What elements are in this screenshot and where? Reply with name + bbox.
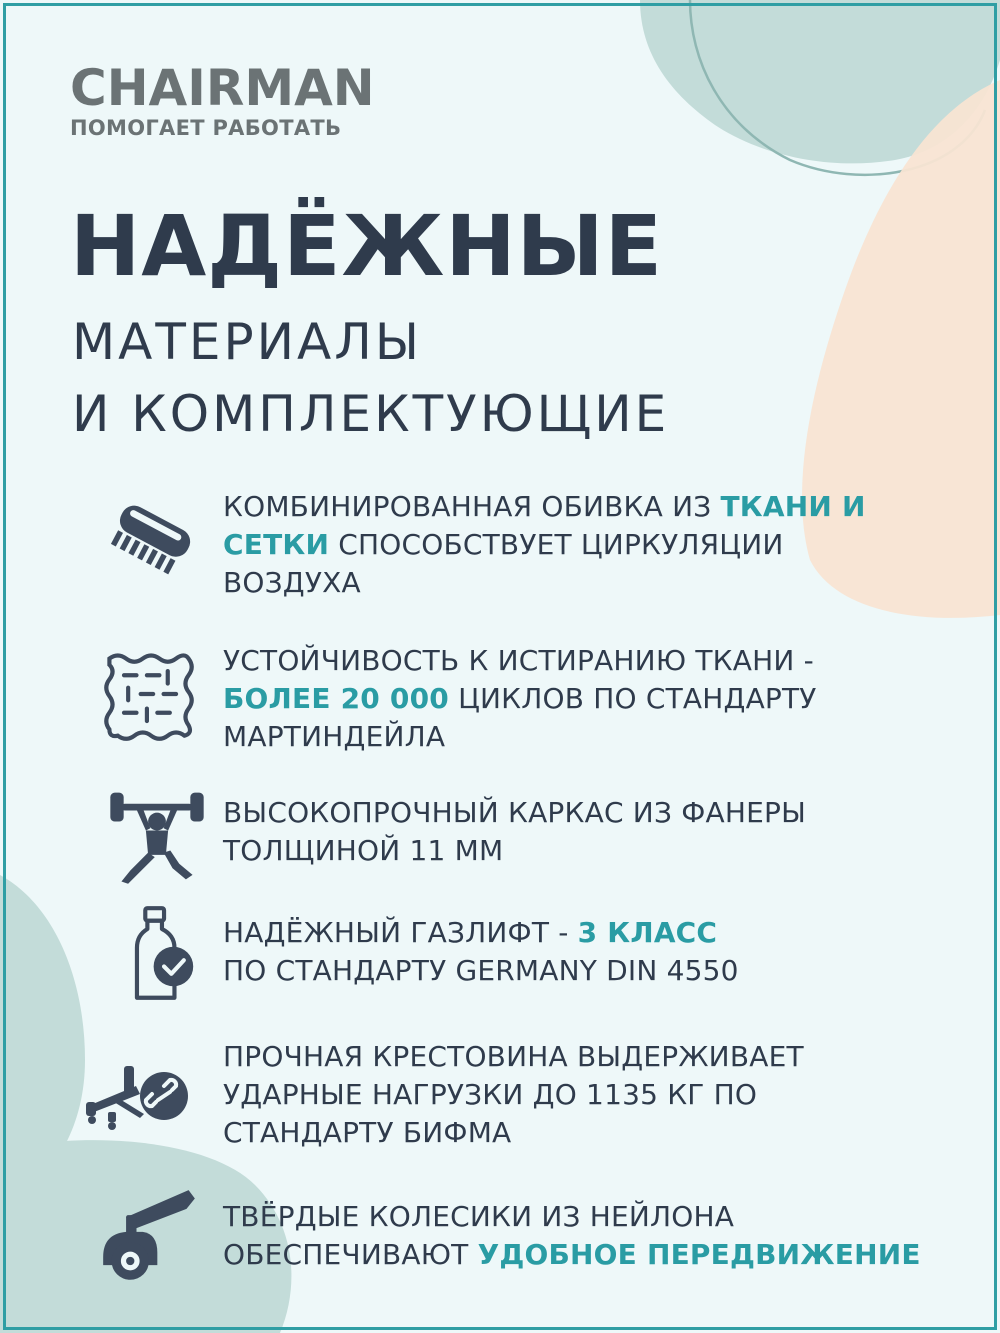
- feature-line: [223, 1236, 963, 1274]
- feature-highlight: УДОБНОЕ ПЕРЕДВИЖЕНИЕ: [477, 1238, 921, 1271]
- feature-line: [223, 680, 963, 718]
- brand-name: CHAIRMAN: [70, 59, 375, 117]
- chair-base-link-icon: [84, 1058, 194, 1158]
- feature-text-part: СПОСОБСТВУЕТ ЦИРКУЛЯЦИИ: [329, 528, 784, 561]
- feature-highlight: СЕТКИ: [223, 528, 330, 561]
- feature-text: [223, 1198, 963, 1274]
- feature-line: УДАРНЫЕ НАГРУЗКИ ДО 1135 КГ ПО: [223, 1078, 758, 1111]
- fabric-icon: [94, 644, 204, 744]
- brush-icon: [95, 486, 205, 586]
- weightlifter-icon: [102, 786, 212, 886]
- feature-text: [223, 488, 963, 602]
- feature-text-part: ЦИКЛОВ ПО СТАНДАРТУ: [448, 682, 817, 715]
- feature-text-part: КОМБИНИРОВАННАЯ ОБИВКА ИЗ: [223, 490, 721, 523]
- feature-line: ВЫСОКОПРОЧНЫЙ КАРКАС ИЗ ФАНЕРЫ: [223, 796, 806, 829]
- feature-text: [223, 794, 963, 870]
- caster-wheel-icon: [94, 1186, 204, 1286]
- feature-text-part: НАДЁЖНЫЙ ГАЗЛИФТ -: [223, 916, 578, 949]
- feature-highlight: БОЛЕЕ 20 000: [223, 682, 449, 715]
- feature-line: ПО СТАНДАРТУ GERMANY DIN 4550: [223, 954, 739, 987]
- brand-tagline: ПОМОГАЕТ РАБОТАТЬ: [70, 116, 342, 140]
- feature-line: ПРОЧНАЯ КРЕСТОВИНА ВЫДЕРЖИВАЕТ: [223, 1040, 804, 1073]
- page-title: НАДЁЖНЫЕ: [70, 197, 664, 295]
- feature-text: [223, 914, 963, 990]
- feature-text-part: ОБЕСПЕЧИВАЮТ: [223, 1238, 478, 1271]
- feature-line: [223, 526, 963, 564]
- brand-logo: [70, 59, 375, 140]
- feature-line: ТОЛЩИНОЙ 11 ММ: [223, 834, 504, 867]
- subtitle-line-1: МАТЕРИАЛЫ: [72, 313, 422, 371]
- page-subtitle: [72, 306, 669, 450]
- feature-line: [223, 488, 963, 526]
- feature-highlight: 3 КЛАСС: [577, 916, 718, 949]
- feature-line: [223, 914, 963, 952]
- feature-text: [223, 642, 963, 756]
- feature-line: МАРТИНДЕЙЛА: [223, 720, 446, 753]
- subtitle-line-2: И КОМПЛЕКТУЮЩИЕ: [72, 385, 670, 443]
- feature-text: [223, 1038, 963, 1152]
- feature-highlight: ТКАНИ И: [720, 490, 866, 523]
- feature-line: ВОЗДУХА: [223, 566, 361, 599]
- gaslift-check-icon: [108, 904, 218, 1004]
- feature-line: СТАНДАРТУ БИФМА: [223, 1116, 512, 1149]
- feature-line: ТВЁРДЫЕ КОЛЕСИКИ ИЗ НЕЙЛОНА: [223, 1200, 735, 1233]
- feature-line: УСТОЙЧИВОСТЬ К ИСТИРАНИЮ ТКАНИ -: [223, 644, 814, 677]
